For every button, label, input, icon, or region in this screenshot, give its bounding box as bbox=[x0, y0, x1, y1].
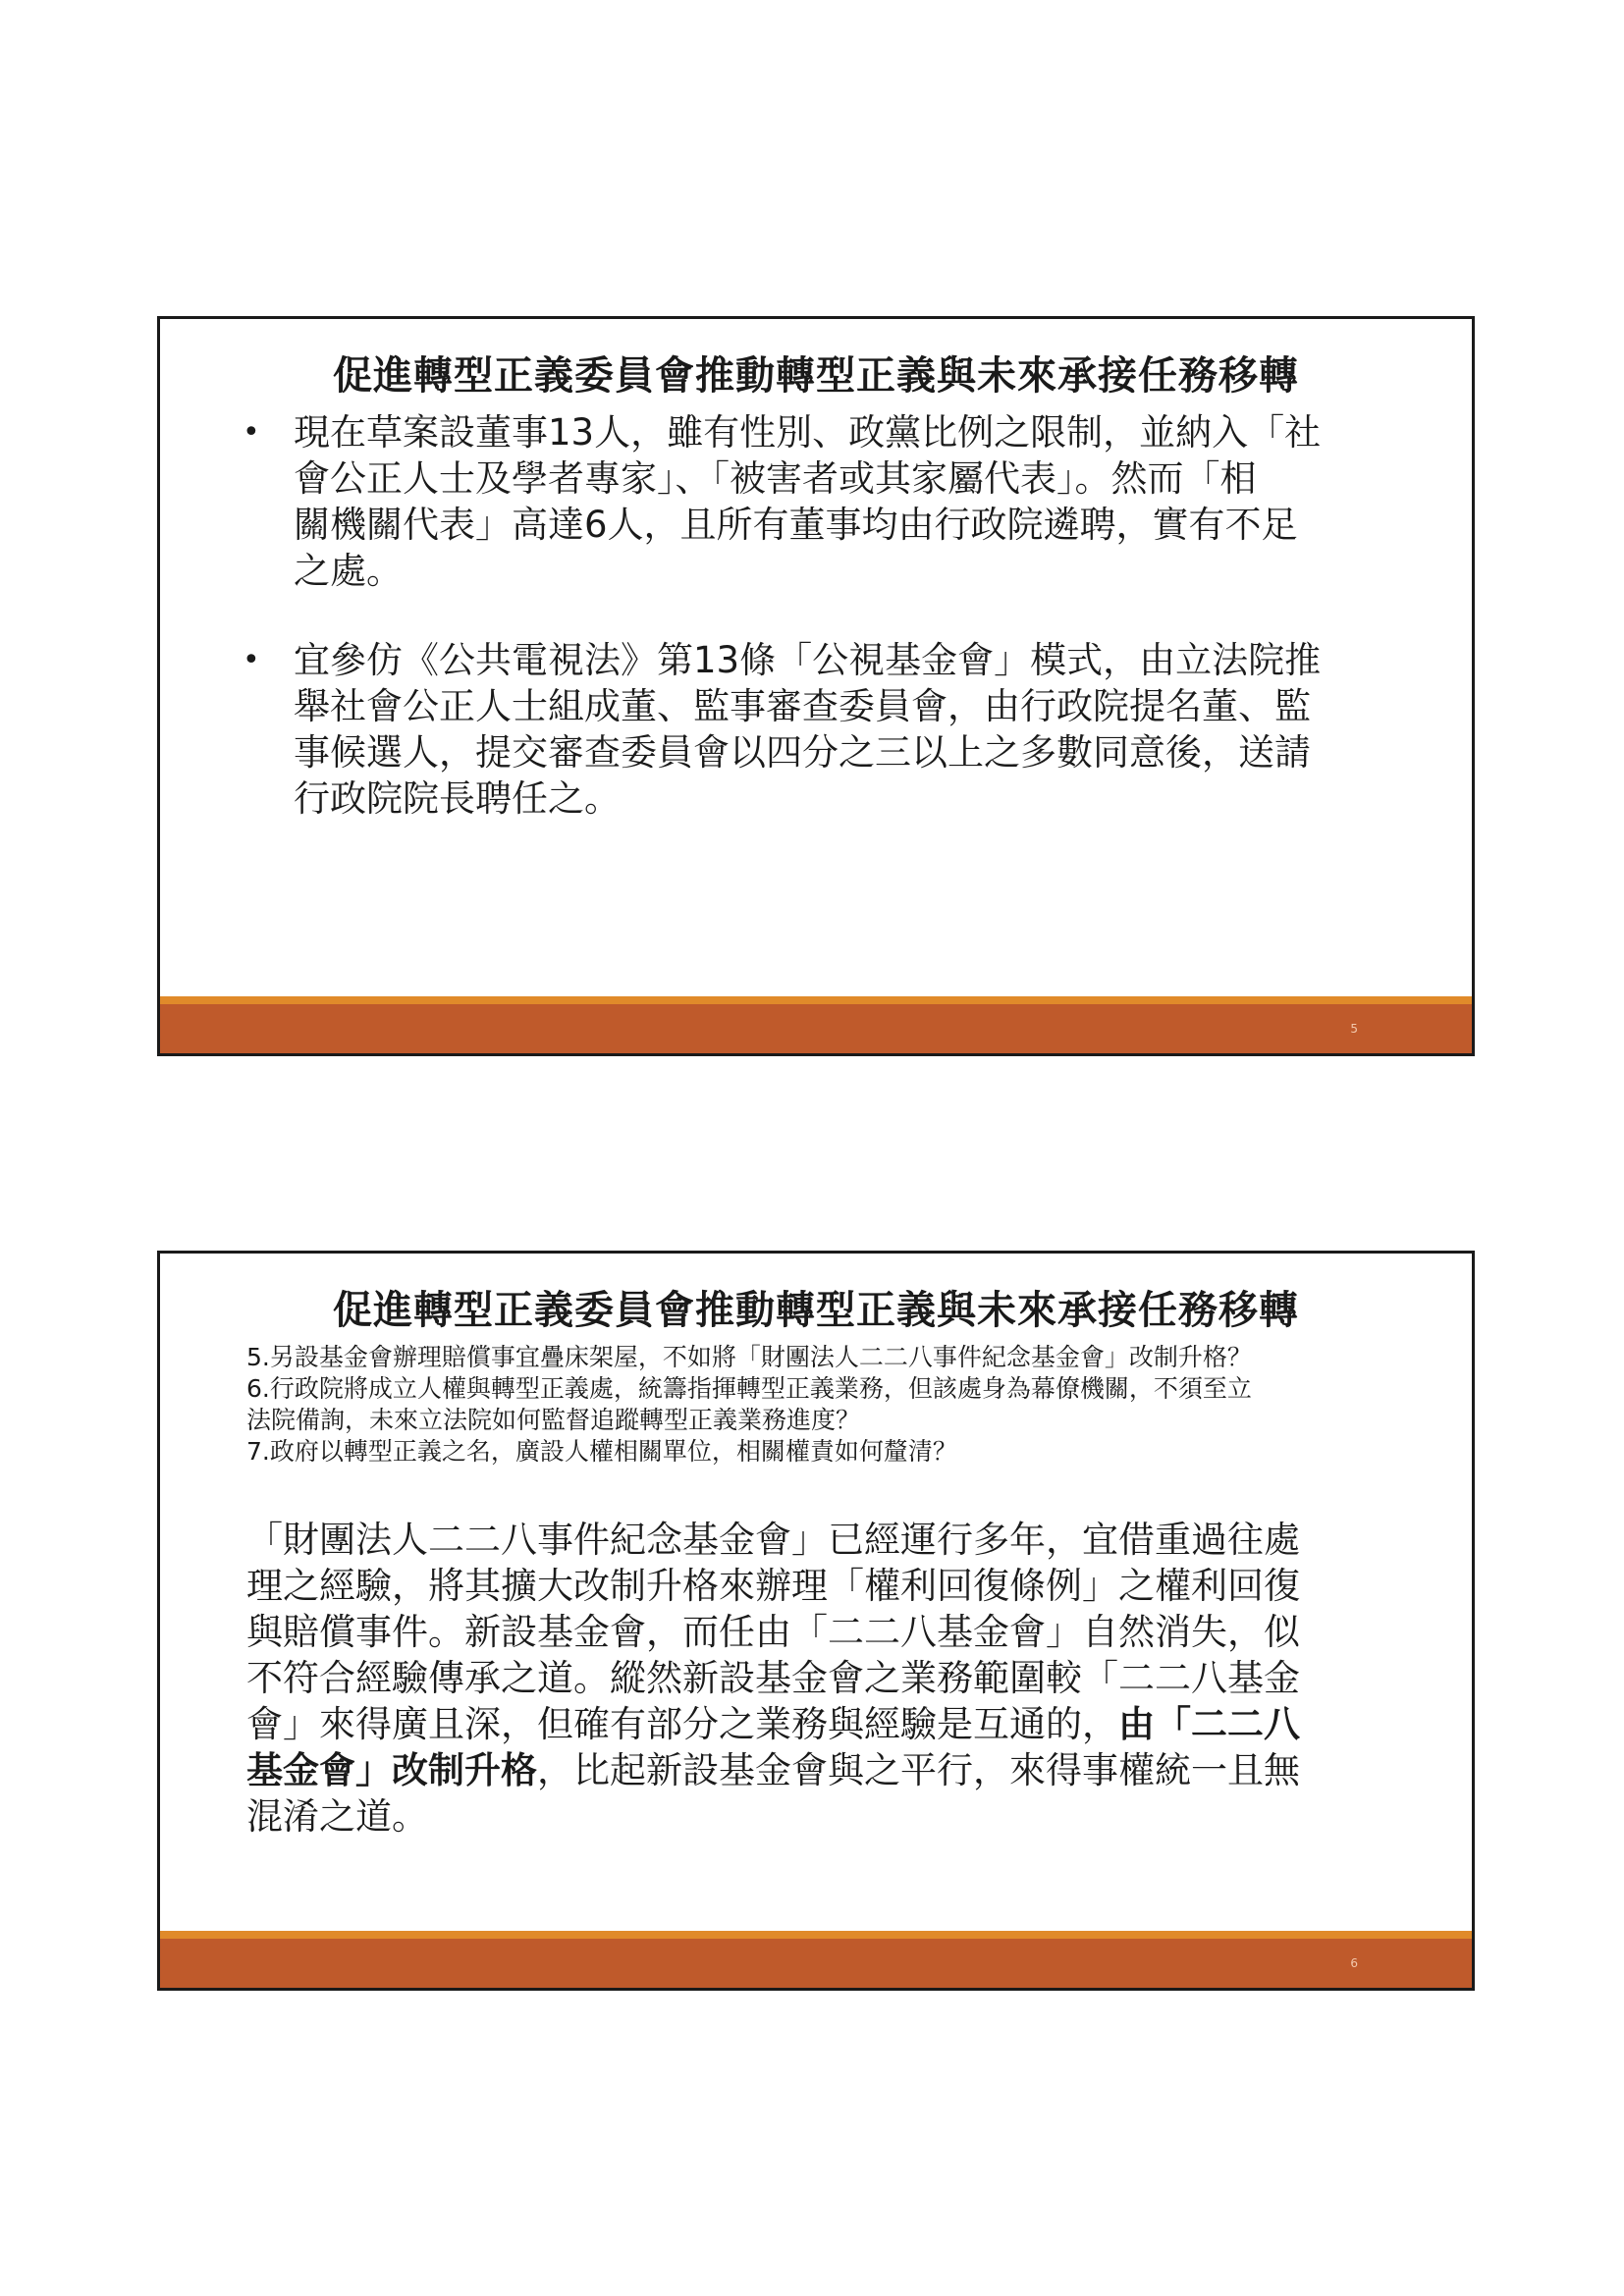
question-line: 7.政府以轉型正義之名，廣設人權相關單位，相關權責如何釐清？ bbox=[246, 1437, 957, 1466]
text-line: 事候選人，提交審查委員會以四分之三以上之多數同意後，送請 bbox=[294, 731, 1311, 774]
bullet-icon: • bbox=[243, 643, 260, 677]
bullet-item bbox=[239, 637, 1397, 822]
text-line: 舉社會公正人士組成董、監事審查委員會，由行政院提名董、監 bbox=[294, 685, 1311, 727]
text-line: 行政院院長聘任之。 bbox=[294, 777, 621, 820]
text-line: 混淆之道。 bbox=[246, 1795, 428, 1838]
footer-stripe bbox=[160, 1931, 1472, 1939]
text-line: 理之經驗，將其擴大改制升格來辦理「權利回復條例」之權利回復 bbox=[246, 1565, 1300, 1607]
text-line: 不符合經驗傳承之道。縱然新設基金會之業務範圍較「二二八基金 bbox=[246, 1657, 1300, 1699]
slide-6 bbox=[157, 1251, 1475, 1991]
question-line: 5.另設基金會辦理賠償事宜疊床架屋，不如將「財團法人二二八事件紀念基金會」改制升格？ bbox=[246, 1343, 1252, 1371]
text-line: 關機關代表」高達6人，且所有董事均由行政院遴聘，實有不足 bbox=[294, 504, 1298, 546]
slide-title: 促進轉型正義委員會推動轉型正義與未來承接任務移轉 bbox=[333, 353, 1299, 399]
slide-footer-bar bbox=[160, 996, 1472, 1053]
slide-title: 促進轉型正義委員會推動轉型正義與未來承接任務移轉 bbox=[333, 1288, 1299, 1333]
bold-text: 基金會」改制升格 bbox=[246, 1749, 537, 1791]
text-line: 會公正人士及學者專家」、「被害者或其家屬代表」。然而「相 bbox=[294, 457, 1257, 500]
bullet-icon: • bbox=[243, 415, 260, 450]
footer-stripe bbox=[160, 996, 1472, 1004]
text-segment: 會」來得廣且深，但確有部分之業務與經驗是互通的， bbox=[246, 1703, 1118, 1745]
text-line: 現在草案設董事13人，雖有性別、政黨比例之限制，並納入「社 bbox=[294, 411, 1322, 454]
page-number: 6 bbox=[1350, 1956, 1358, 1970]
question-line: 法院備詢，未來立法院如何監督追蹤轉型正義業務進度？ bbox=[246, 1406, 861, 1434]
text-line: 宜參仿《公共電視法》第13條「公視基金會」模式，由立法院推 bbox=[294, 639, 1322, 681]
text-segment: ，比起新設基金會與之平行，來得事權統一且無 bbox=[537, 1749, 1300, 1791]
page-number: 5 bbox=[1350, 1022, 1358, 1036]
slide-5 bbox=[157, 316, 1475, 1056]
text-line bbox=[246, 1701, 1405, 1747]
bold-text: 由「二二八 bbox=[1118, 1703, 1300, 1745]
question-list bbox=[246, 1342, 1405, 1468]
body-paragraph bbox=[246, 1517, 1405, 1840]
bullet-list bbox=[239, 409, 1397, 865]
bullet-item bbox=[239, 409, 1397, 594]
text-line: 與賠償事件。新設基金會，而任由「二二八基金會」自然消失，似 bbox=[246, 1611, 1300, 1653]
question-line: 6.行政院將成立人權與轉型正義處，統籌指揮轉型正義業務，但該處身為幕僚機關，不須至立 bbox=[246, 1374, 1252, 1403]
text-line bbox=[246, 1747, 1405, 1793]
slide-footer-bar bbox=[160, 1931, 1472, 1988]
text-line: 「財團法人二二八事件紀念基金會」已經運行多年，宜借重過往處 bbox=[246, 1519, 1300, 1561]
text-line: 之處。 bbox=[294, 550, 403, 592]
